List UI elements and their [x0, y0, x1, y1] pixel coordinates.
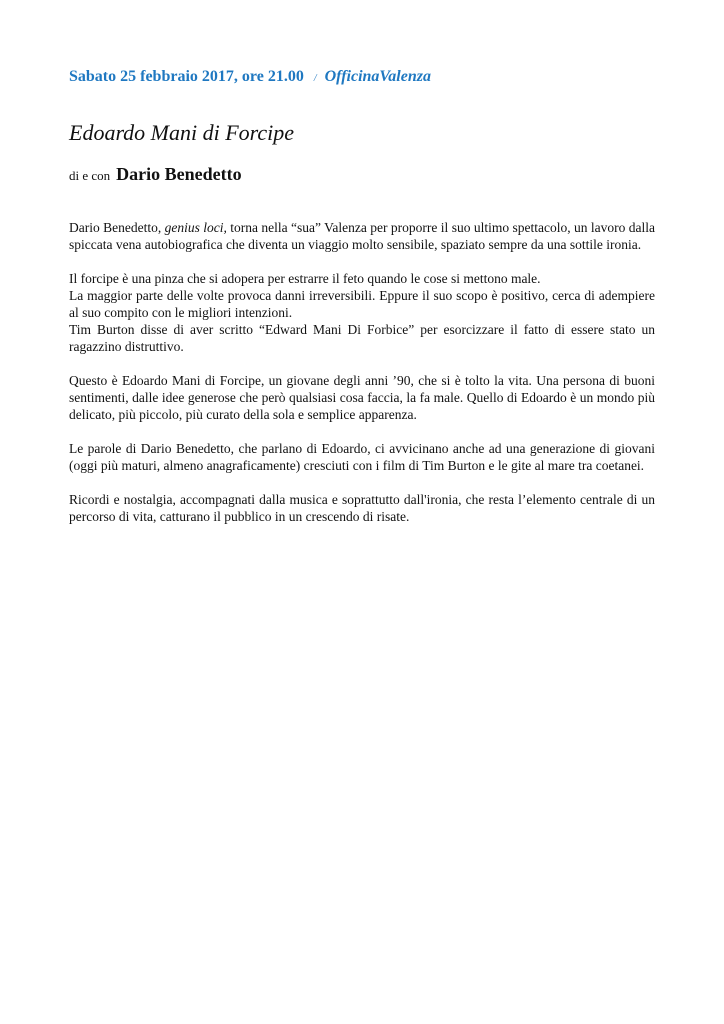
dateline-separator: /	[313, 73, 317, 84]
paragraph-edoardo: Questo è Edoardo Mani di Forcipe, un giovane degli anni ’90, che si è tolto la vita. Una persona di buoni sentimenti, dalle idee generose che però qualsiasi cosa faccia, la fa male. Quello di Edoardo è un mondo più delicato, più piccolo, più curato della sola e semplice apparenza.	[69, 373, 655, 422]
paragraph-intro-start: Dario Benedetto,	[69, 220, 165, 235]
paragraph-intro	[69, 219, 655, 253]
paragraph-intro-end: torna nella “sua” Valenza per proporre il suo ultimo spettacolo, un lavoro dalla spiccata vena autobiografica che diventa un viaggio molto sensibile, spaziato sempre da una sottile ironia.	[69, 220, 655, 252]
article-body	[69, 219, 655, 542]
genius-loci-emphasis: genius loci,	[164, 220, 227, 235]
event-date: Sabato 25 febbraio 2017, ore 21.00	[69, 68, 304, 85]
paragraph-conclusion: Ricordi e nostalgia, accompagnati dalla musica e soprattutto dall'ironia, che resta l’elemento centrale di un percorso di vita, catturano il pubblico in un crescendo di risate.	[69, 492, 655, 524]
paragraph-generation: Le parole di Dario Benedetto, che parlano di Edoardo, ci avvicinano anche ad una generazione di giovani (oggi più maturi, almeno anagraficamente) cresciuti con i film di Tim Burton e le gite al mare tra coetanei.	[69, 441, 655, 473]
paragraph-forcipe-line: Tim Burton disse di aver scritto “Edward Mani Di Forbice” per esorcizzare il fatto di essere stato un ragazzino distruttivo.	[69, 322, 655, 354]
paragraph-forcipe-line: Il forcipe è una pinza che si adopera per estrarre il feto quando le cose si mettono male.	[69, 271, 541, 286]
event-dateline	[69, 68, 431, 86]
credit-prefix: di e con	[69, 168, 111, 183]
show-title: Edoardo Mani di Forcipe	[69, 120, 295, 145]
paragraph-forcipe	[69, 270, 655, 355]
event-venue: OfficinaValenza	[324, 68, 431, 85]
author-credit	[69, 164, 242, 185]
paragraph-forcipe-line: La maggior parte delle volte provoca danni irreversibili. Eppure il suo scopo è positivo, cerca di adempiere al suo compito con le migliori intenzioni.	[69, 288, 655, 320]
author-name: Dario Benedetto	[116, 164, 242, 184]
